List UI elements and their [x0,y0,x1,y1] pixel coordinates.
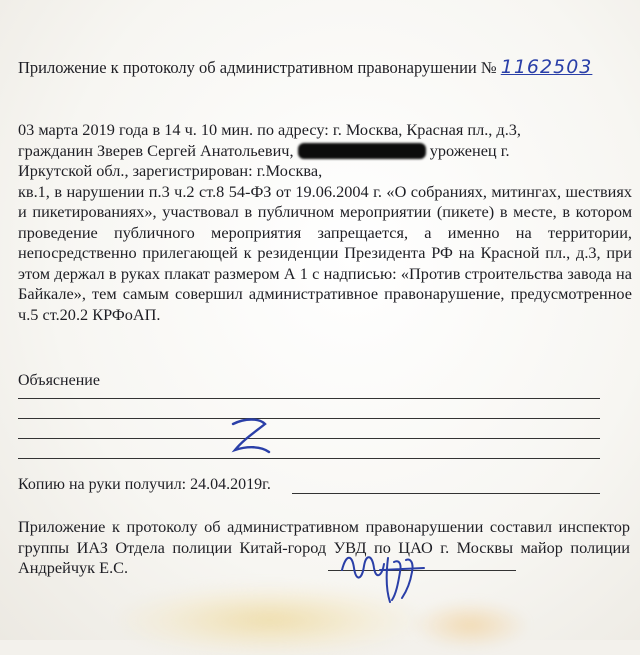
explanation-line-4 [18,458,600,459]
birthplace-label: уроженец г. [429,140,510,160]
document-footer [18,517,630,579]
copy-received-date: 24.04.2019г. [190,476,271,493]
handwritten-scribble-icon [225,410,285,470]
copy-received [18,476,271,494]
explanation-line-3 [18,438,600,439]
copy-received-line [292,493,600,494]
citizen-name: гражданин Зверев Сергей Анатольевич, [18,140,294,160]
explanation-label: Объяснение [18,372,100,389]
title-text: Приложение к протоколу об административном правонарушении № [18,58,497,77]
redaction-bar [298,143,426,159]
explanation-line-1 [18,398,600,399]
handwritten-signature-icon [336,540,446,610]
document-body [18,120,632,325]
protocol-number: 1162503 [500,56,593,78]
body-text: кв.1, в нарушении п.3 ч.2 ст.8 54-ФЗ от 19.06.2004 г. «О собраниях, митингах, шествиях и пикетированиях», участвовал в публичном мероприятии (пикете) в месте, в котором проведение публичного мероприятия запрещается, а именно на территории, непосредственно прилегающей к резиденции Президента РФ на Красной пл., д.3, при этом держал в руках плакат размером А 1 с надписью: «Против строительства завода на Байкале», тем самым совершил административное правонарушение, предусмотренное ч.5 ст.20.2 КРФоАП. [18,181,632,324]
footer-text: Приложение к протоколу об административном правонарушении составил инспектор группы ИАЗ Отдела полиции Китай-город УВД по ЦАО г. Москвы майор полиции Андрейчук Е.С. [18,517,630,577]
body-line-2 [18,141,632,162]
explanation-line-2 [18,418,600,419]
body-line-3: Иркутской обл., зарегистрирован: г.Москва, [18,161,323,180]
copy-received-label: Копию на руки получил: [18,476,187,493]
body-line-1: 03 марта 2019 года в 14 ч. 10 мин. по адресу: г. Москва, Красная пл., д.3, [18,120,521,139]
document-title [18,56,628,78]
